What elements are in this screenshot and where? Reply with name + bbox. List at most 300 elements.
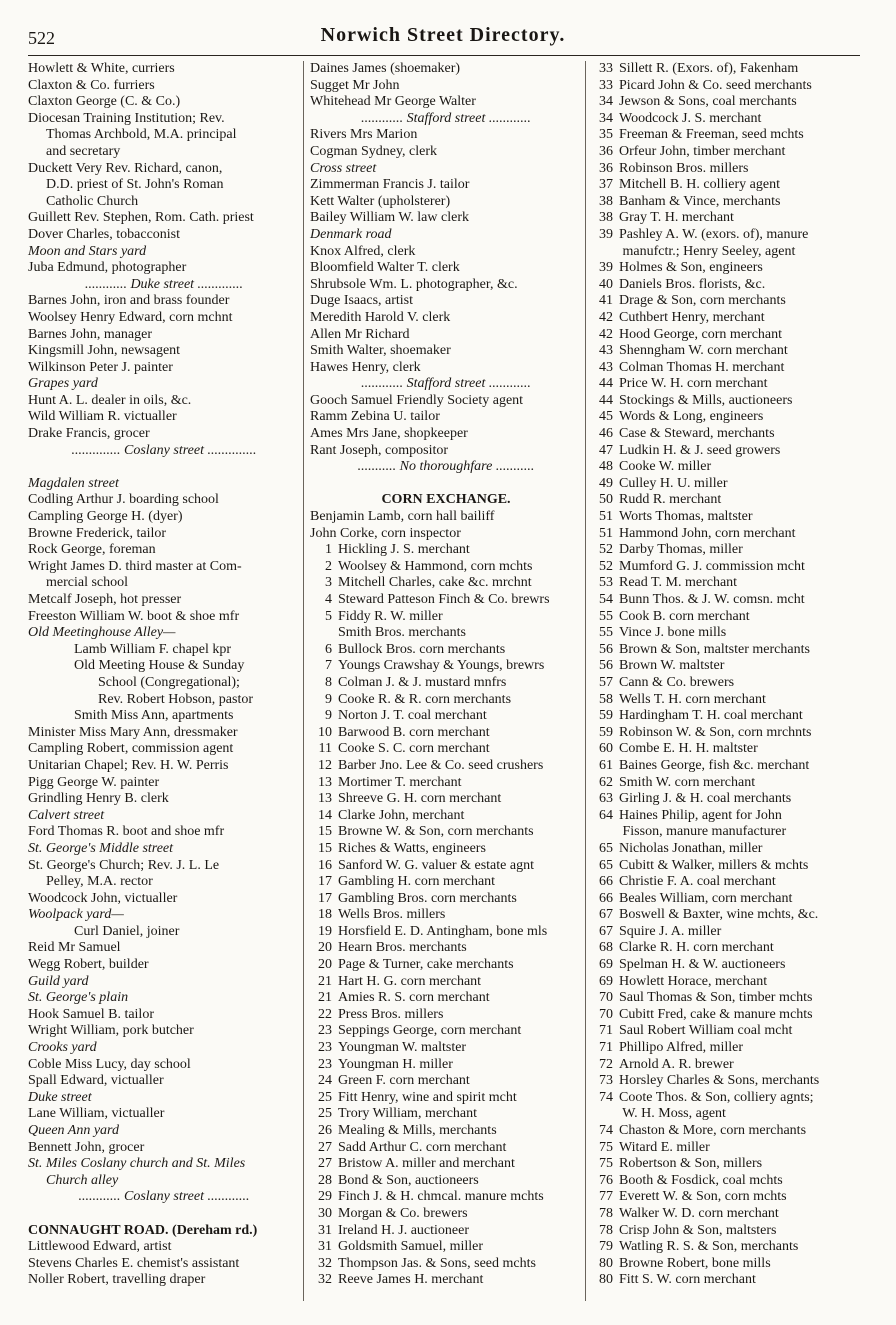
entry-text: Drake Francis, grocer bbox=[28, 426, 150, 442]
directory-entry bbox=[310, 177, 582, 194]
entry-text: Cubitt & Walker, millers & mchts bbox=[619, 857, 809, 873]
directory-entry bbox=[28, 227, 300, 244]
entry-number: 67 bbox=[599, 907, 613, 923]
entry-number: 43 bbox=[599, 343, 613, 359]
entry-number: 70 bbox=[599, 990, 613, 1006]
entry-number: 77 bbox=[599, 1189, 613, 1205]
directory-entry bbox=[310, 376, 582, 393]
entry-text: Walker W. D. corn merchant bbox=[619, 1205, 779, 1221]
entry-text: Barnes John, manager bbox=[28, 326, 153, 342]
entry-text: School (Congregational); bbox=[98, 674, 240, 690]
directory-entry bbox=[28, 327, 300, 344]
entry-text: Press Bros. millers bbox=[338, 1006, 444, 1022]
directory-entry bbox=[591, 393, 863, 410]
entry-number: 44 bbox=[599, 392, 613, 408]
entry-text: Rev. Robert Hobson, pastor bbox=[98, 691, 254, 707]
entry-number: 46 bbox=[599, 426, 613, 442]
entry-text: Bunn Thos. & J. W. comsn. mcht bbox=[619, 592, 805, 607]
directory-entry bbox=[28, 725, 300, 742]
directory-entry bbox=[591, 675, 863, 692]
entry-text: and secretary bbox=[46, 143, 121, 159]
entry-text: Dover Charles, tobacconist bbox=[28, 226, 181, 242]
directory-entry bbox=[28, 675, 300, 692]
directory-entry bbox=[591, 78, 863, 95]
entry-text: Duke street bbox=[28, 1089, 92, 1105]
entry-text: Queen Ann yard bbox=[28, 1123, 119, 1138]
directory-entry bbox=[28, 1073, 300, 1090]
directory-entry bbox=[591, 293, 863, 310]
directory-entry bbox=[28, 592, 300, 609]
entry-number: 25 bbox=[318, 1089, 332, 1105]
directory-entry bbox=[591, 476, 863, 493]
entry-number: 73 bbox=[599, 1073, 613, 1089]
directory-entry bbox=[591, 409, 863, 426]
entry-text: CORN EXCHANGE. bbox=[381, 492, 511, 508]
entry-text: Reeve James H. merchant bbox=[338, 1272, 484, 1288]
entry-text: Duge Isaacs, artist bbox=[310, 293, 414, 309]
directory-entry bbox=[310, 161, 582, 178]
directory-entry bbox=[591, 692, 863, 709]
directory-entry bbox=[591, 858, 863, 875]
entry-number: 27 bbox=[318, 1156, 332, 1172]
entry-number: 29 bbox=[318, 1189, 332, 1205]
directory-entry bbox=[310, 841, 582, 858]
entry-text: Steward Patteson Finch & Co. brewrs bbox=[338, 592, 550, 607]
entry-text: Freeman & Freeman, seed mchts bbox=[619, 127, 804, 143]
directory-entry bbox=[310, 1256, 582, 1273]
directory-entry bbox=[28, 1057, 300, 1074]
entry-text: Horsfield E. D. Antingham, bone mls bbox=[338, 923, 548, 939]
entry-text: Coble Miss Lucy, day school bbox=[28, 1056, 191, 1072]
entry-text: Chaston & More, corn merchants bbox=[619, 1123, 807, 1138]
entry-text: Boswell & Baxter, wine mchts, &c. bbox=[619, 907, 819, 923]
directory-entry bbox=[591, 775, 863, 792]
entry-number: 15 bbox=[318, 840, 332, 856]
entry-number: 48 bbox=[599, 459, 613, 475]
entry-text: Clarke John, merchant bbox=[338, 807, 465, 823]
entry-number: 13 bbox=[318, 774, 332, 790]
entry-number: 14 bbox=[318, 807, 332, 823]
directory-entry bbox=[28, 542, 300, 559]
entry-text: ............ Duke street ............. bbox=[84, 276, 244, 292]
directory-entry bbox=[591, 559, 863, 576]
entry-number: 12 bbox=[318, 757, 332, 773]
entry-text: Goldsmith Samuel, miller bbox=[338, 1239, 484, 1255]
entry-text: Mortimer T. merchant bbox=[338, 774, 462, 790]
entry-number: 65 bbox=[599, 840, 613, 856]
entry-text: ............ Stafford street ............ bbox=[361, 110, 531, 126]
entry-text: Smith Bros. merchants bbox=[338, 625, 466, 641]
entry-text: Mumford G. J. commission mcht bbox=[619, 558, 805, 574]
directory-entry bbox=[591, 874, 863, 891]
directory-entry bbox=[28, 940, 300, 957]
entry-number: 66 bbox=[599, 890, 613, 906]
entry-text: Cann & Co. brewers bbox=[619, 674, 735, 690]
entry-text: Price W. H. corn merchant bbox=[619, 376, 768, 392]
entry-text: Beales William, corn merchant bbox=[619, 890, 793, 906]
entry-text: Howlett Horace, merchant bbox=[619, 973, 768, 989]
directory-entry bbox=[28, 1189, 300, 1206]
directory-entry bbox=[310, 858, 582, 875]
directory-entry bbox=[310, 111, 582, 128]
entry-number: 34 bbox=[599, 110, 613, 126]
entry-text: Gooch Samuel Friendly Society agent bbox=[310, 392, 524, 408]
directory-entry bbox=[591, 990, 863, 1007]
directory-entry bbox=[28, 443, 300, 460]
entry-number: 71 bbox=[599, 1023, 613, 1039]
entry-text: Mitchell Charles, cake &c. mrchnt bbox=[338, 575, 532, 591]
entry-number: 3 bbox=[325, 575, 332, 591]
directory-entry bbox=[310, 1023, 582, 1040]
entry-text: Daniels Bros. florists, &c. bbox=[619, 276, 766, 292]
entry-text: Sadd Arthur C. corn merchant bbox=[338, 1139, 507, 1155]
entry-number: 67 bbox=[599, 923, 613, 939]
header-rule bbox=[28, 55, 860, 56]
entry-text: St. George's plain bbox=[28, 990, 129, 1006]
directory-entry bbox=[28, 841, 300, 858]
entry-number: 70 bbox=[599, 1006, 613, 1022]
entry-number: 59 bbox=[599, 708, 613, 724]
entry-text: Stockings & Mills, auctioneers bbox=[619, 392, 793, 408]
entry-text: manufctr.; Henry Seeley, agent bbox=[619, 243, 796, 259]
entry-number: 80 bbox=[599, 1255, 613, 1271]
entry-text: Cross street bbox=[310, 160, 377, 176]
entry-text: Fitt S. W. corn merchant bbox=[619, 1272, 756, 1288]
entry-number: 56 bbox=[599, 658, 613, 674]
entry-text: Horsley Charles & Sons, merchants bbox=[619, 1073, 820, 1089]
entry-text: Clarke R. H. corn merchant bbox=[619, 940, 774, 956]
entry-text: D.D. priest of St. John's Roman bbox=[46, 177, 224, 193]
directory-entry bbox=[591, 974, 863, 991]
entry-text: Wild William R. victualler bbox=[28, 409, 177, 425]
directory-entry bbox=[28, 874, 300, 891]
directory-entry bbox=[28, 1106, 300, 1123]
entry-text: Smith Miss Ann, apartments bbox=[74, 708, 234, 724]
directory-entry bbox=[591, 642, 863, 659]
directory-entry bbox=[28, 260, 300, 277]
entry-number: 37 bbox=[599, 177, 613, 193]
directory-entry bbox=[28, 775, 300, 792]
directory-entry bbox=[591, 94, 863, 111]
entry-text: Baines George, fish &c. merchant bbox=[619, 757, 810, 773]
entry-text: Squire J. A. miller bbox=[619, 923, 722, 939]
directory-entry bbox=[310, 708, 582, 725]
entry-text: Darby Thomas, miller bbox=[619, 542, 743, 558]
entry-text: Wegg Robert, builder bbox=[28, 957, 149, 973]
entry-text: Youngman W. maltster bbox=[338, 1040, 467, 1056]
directory-entry bbox=[310, 244, 582, 261]
directory-entry bbox=[591, 1140, 863, 1157]
entry-text: Spall Edward, victualler bbox=[28, 1073, 164, 1089]
entry-number: 39 bbox=[599, 260, 613, 276]
directory-entry bbox=[28, 1123, 300, 1140]
directory-entry bbox=[591, 244, 863, 261]
directory-entry bbox=[28, 111, 300, 128]
entry-number: 38 bbox=[599, 193, 613, 209]
directory-entry bbox=[591, 194, 863, 211]
entry-number: 9 bbox=[325, 708, 332, 724]
entry-text: Witard E. miller bbox=[619, 1139, 710, 1155]
entry-number: 47 bbox=[599, 442, 613, 458]
entry-number: 55 bbox=[599, 625, 613, 641]
entry-text: Brown & Son, maltster merchants bbox=[619, 641, 810, 657]
directory-entry bbox=[591, 327, 863, 344]
directory-entry bbox=[310, 476, 582, 493]
entry-text: Haines Philip, agent for John bbox=[619, 807, 782, 823]
entry-text: St. Miles Coslany church and St. Miles bbox=[28, 1156, 246, 1172]
entry-number: 43 bbox=[599, 359, 613, 375]
entry-number: 51 bbox=[599, 509, 613, 525]
entry-text: Banham & Vince, merchants bbox=[619, 193, 781, 209]
entry-number: 72 bbox=[599, 1056, 613, 1072]
entry-text: Rant Joseph, compositor bbox=[310, 442, 449, 458]
entry-text: Old Meetinghouse Alley— bbox=[28, 625, 176, 641]
entry-text: Pelley, M.A. rector bbox=[46, 874, 153, 890]
directory-entry bbox=[28, 808, 300, 825]
directory-entry bbox=[28, 509, 300, 526]
entry-text: Booth & Fosdick, coal mchts bbox=[619, 1172, 783, 1188]
directory-entry bbox=[591, 1073, 863, 1090]
entry-text: Zimmerman Francis J. tailor bbox=[310, 177, 470, 193]
entry-text: Gambling H. corn merchant bbox=[338, 874, 496, 890]
directory-entry bbox=[310, 277, 582, 294]
entry-text: Thompson Jas. & Sons, seed mchts bbox=[338, 1255, 536, 1271]
directory-entry bbox=[310, 310, 582, 327]
entry-text: Christie F. A. coal merchant bbox=[619, 874, 776, 890]
entry-number: 52 bbox=[599, 542, 613, 558]
entry-text: Gambling Bros. corn merchants bbox=[338, 890, 517, 906]
entry-text: Arnold A. R. brewer bbox=[619, 1056, 734, 1072]
entry-text: Brown W. maltster bbox=[619, 658, 725, 674]
entry-text: Watling R. S. & Son, merchants bbox=[619, 1239, 799, 1255]
entry-text: Barnes John, iron and brass founder bbox=[28, 293, 230, 309]
entry-text: Wells T. H. corn merchant bbox=[619, 691, 766, 707]
entry-text: Benjamin Lamb, corn hall bailiff bbox=[310, 509, 495, 525]
entry-text: Nicholas Jonathan, miller bbox=[619, 840, 763, 856]
entry-text: Cooke R. & R. corn merchants bbox=[338, 691, 512, 707]
entry-text: Howlett & White, curriers bbox=[28, 61, 175, 76]
entry-text: Orfeur John, timber merchant bbox=[619, 143, 786, 159]
directory-entry bbox=[310, 1239, 582, 1256]
entry-text: Bullock Bros. corn merchants bbox=[338, 641, 506, 657]
directory-entry bbox=[310, 808, 582, 825]
entry-number: 55 bbox=[599, 608, 613, 624]
directory-entry bbox=[591, 310, 863, 327]
directory-entry bbox=[591, 924, 863, 941]
entry-number: 42 bbox=[599, 309, 613, 325]
entry-number: 34 bbox=[599, 94, 613, 110]
directory-column-3 bbox=[591, 61, 863, 1289]
directory-entry bbox=[310, 393, 582, 410]
directory-entry bbox=[591, 360, 863, 377]
directory-entry bbox=[310, 1090, 582, 1107]
entry-text: Hunt A. L. dealer in oils, &c. bbox=[28, 392, 192, 408]
entry-text: Norton J. T. coal merchant bbox=[338, 708, 487, 724]
entry-number: 54 bbox=[599, 592, 613, 607]
entry-text: Minister Miss Mary Ann, dressmaker bbox=[28, 724, 238, 740]
entry-text: Reid Mr Samuel bbox=[28, 940, 121, 956]
directory-entry bbox=[28, 61, 300, 78]
directory-entry bbox=[310, 227, 582, 244]
entry-text: W. H. Moss, agent bbox=[619, 1106, 726, 1122]
entry-number: 39 bbox=[599, 226, 613, 242]
directory-entry bbox=[591, 592, 863, 609]
entry-text: Unitarian Chapel; Rev. H. W. Perris bbox=[28, 757, 229, 773]
directory-entry bbox=[28, 1007, 300, 1024]
directory-entry bbox=[591, 841, 863, 858]
entry-text: Thomas Archbold, M.A. principal bbox=[46, 127, 237, 143]
entry-text: Wells Bros. millers bbox=[338, 907, 446, 923]
entry-number: 31 bbox=[318, 1239, 332, 1255]
entry-text: Whitehead Mr George Walter bbox=[310, 94, 476, 110]
entry-text: Amies R. S. corn merchant bbox=[338, 990, 490, 1006]
directory-entry bbox=[591, 1123, 863, 1140]
entry-number: 76 bbox=[599, 1172, 613, 1188]
entry-text: Noller Robert, travelling draper bbox=[28, 1272, 206, 1288]
directory-entry bbox=[28, 658, 300, 675]
directory-entry bbox=[591, 1106, 863, 1123]
entry-text: Grindling Henry B. clerk bbox=[28, 791, 169, 807]
entry-text: Woolsey Henry Edward, corn mchnt bbox=[28, 309, 233, 325]
directory-entry bbox=[310, 1040, 582, 1057]
directory-entry bbox=[591, 1239, 863, 1256]
directory-entry bbox=[28, 277, 300, 294]
entry-text: Hood George, corn merchant bbox=[619, 326, 783, 342]
entry-text: Case & Steward, merchants bbox=[619, 426, 775, 442]
entry-number: 69 bbox=[599, 957, 613, 973]
entry-text: Kingsmill John, newsagent bbox=[28, 343, 181, 359]
directory-entry bbox=[28, 1272, 300, 1289]
entry-number: 33 bbox=[599, 61, 613, 76]
entry-text: St. George's Church; Rev. J. L. Le bbox=[28, 857, 220, 873]
entry-text: Cooke W. miller bbox=[619, 459, 712, 475]
entry-text: Metcalf Joseph, hot presser bbox=[28, 592, 182, 607]
entry-number: 6 bbox=[325, 641, 332, 657]
directory-entry bbox=[591, 61, 863, 78]
entry-text: Woodcock J. S. merchant bbox=[619, 110, 762, 126]
directory-entry bbox=[310, 1173, 582, 1190]
entry-text: Mitchell B. H. colliery agent bbox=[619, 177, 780, 193]
entry-number: 11 bbox=[318, 741, 332, 757]
entry-text: Barwood B. corn merchant bbox=[338, 724, 490, 740]
directory-entry bbox=[310, 974, 582, 991]
entry-number: 20 bbox=[318, 940, 332, 956]
entry-text: Crisp John & Son, maltsters bbox=[619, 1222, 777, 1238]
directory-entry bbox=[591, 907, 863, 924]
directory-entry bbox=[591, 426, 863, 443]
entry-text: Woodcock John, victualler bbox=[28, 890, 178, 906]
directory-entry bbox=[591, 758, 863, 775]
entry-text: Jewson & Sons, coal merchants bbox=[619, 94, 797, 110]
entry-text: Mealing & Mills, merchants bbox=[338, 1123, 497, 1138]
entry-text: Hart H. G. corn merchant bbox=[338, 973, 482, 989]
entry-number: 78 bbox=[599, 1222, 613, 1238]
entry-number: 32 bbox=[318, 1272, 332, 1288]
entry-text: Rock George, foreman bbox=[28, 542, 156, 558]
directory-entry bbox=[591, 177, 863, 194]
entry-number: 36 bbox=[599, 160, 613, 176]
entry-text: Rudd R. merchant bbox=[619, 492, 722, 508]
directory-entry bbox=[591, 791, 863, 808]
entry-text: Woolsey & Hammond, corn mchts bbox=[338, 558, 533, 574]
directory-entry bbox=[28, 1173, 300, 1190]
entry-text: Holmes & Son, engineers bbox=[619, 260, 763, 276]
directory-entry bbox=[591, 808, 863, 825]
directory-entry bbox=[591, 509, 863, 526]
directory-entry bbox=[591, 1256, 863, 1273]
entry-text: Finch J. & H. chmcal. manure mchts bbox=[338, 1189, 544, 1205]
entry-text: Hammond John, corn merchant bbox=[619, 525, 796, 541]
entry-text: Codling Arthur J. boarding school bbox=[28, 492, 219, 508]
entry-number: 23 bbox=[318, 1056, 332, 1072]
directory-entry bbox=[310, 360, 582, 377]
entry-text: Ireland H. J. auctioneer bbox=[338, 1222, 469, 1238]
directory-entry bbox=[310, 127, 582, 144]
directory-entry bbox=[28, 642, 300, 659]
entry-number: 78 bbox=[599, 1205, 613, 1221]
entry-number: 69 bbox=[599, 973, 613, 989]
entry-number: 42 bbox=[599, 326, 613, 342]
entry-text: Shreeve G. H. corn merchant bbox=[338, 791, 502, 807]
directory-entry bbox=[310, 1156, 582, 1173]
directory-entry bbox=[28, 409, 300, 426]
directory-entry bbox=[310, 791, 582, 808]
directory-entry bbox=[310, 924, 582, 941]
directory-entry bbox=[310, 658, 582, 675]
entry-text: Colman J. & J. mustard mnfrs bbox=[338, 674, 507, 690]
directory-entry bbox=[310, 426, 582, 443]
entry-text: Coote Thos. & Son, colliery agnts; bbox=[619, 1089, 814, 1105]
directory-entry bbox=[591, 1023, 863, 1040]
directory-entry bbox=[310, 542, 582, 559]
entry-text: CONNAUGHT ROAD. (Dereham rd.) bbox=[28, 1222, 258, 1238]
directory-entry bbox=[28, 144, 300, 161]
directory-entry bbox=[591, 1223, 863, 1240]
entry-text: Claxton George (C. & Co.) bbox=[28, 94, 181, 110]
directory-entry bbox=[310, 409, 582, 426]
directory-entry bbox=[28, 210, 300, 227]
directory-entry bbox=[310, 725, 582, 742]
entry-text: Colman Thomas H. merchant bbox=[619, 359, 785, 375]
entry-number: 15 bbox=[318, 824, 332, 840]
entry-text: Green F. corn merchant bbox=[338, 1073, 470, 1089]
entry-number: 65 bbox=[599, 857, 613, 873]
entry-number: 5 bbox=[325, 608, 332, 624]
entry-text: Guild yard bbox=[28, 973, 89, 989]
directory-entry bbox=[310, 492, 582, 509]
entry-text: Ames Mrs Jane, shopkeeper bbox=[310, 426, 468, 442]
entry-number: 32 bbox=[318, 1255, 332, 1271]
entry-number: 16 bbox=[318, 857, 332, 873]
directory-entry bbox=[591, 708, 863, 725]
directory-entry bbox=[591, 127, 863, 144]
directory-entry bbox=[310, 343, 582, 360]
entry-text: Combe E. H. H. maltster bbox=[619, 741, 758, 757]
directory-entry bbox=[28, 1040, 300, 1057]
directory-entry bbox=[28, 858, 300, 875]
directory-entry bbox=[591, 144, 863, 161]
directory-entry bbox=[28, 824, 300, 841]
entry-number: 2 bbox=[325, 558, 332, 574]
entry-number: 75 bbox=[599, 1139, 613, 1155]
entry-text: Duckett Very Rev. Richard, canon, bbox=[28, 160, 223, 176]
directory-entry bbox=[310, 144, 582, 161]
directory-entry bbox=[591, 741, 863, 758]
entry-number: 36 bbox=[599, 143, 613, 159]
entry-text: Smith W. corn merchant bbox=[619, 774, 756, 790]
entry-number: 51 bbox=[599, 525, 613, 541]
entry-text: ............ Coslany street ............ bbox=[78, 1189, 250, 1205]
